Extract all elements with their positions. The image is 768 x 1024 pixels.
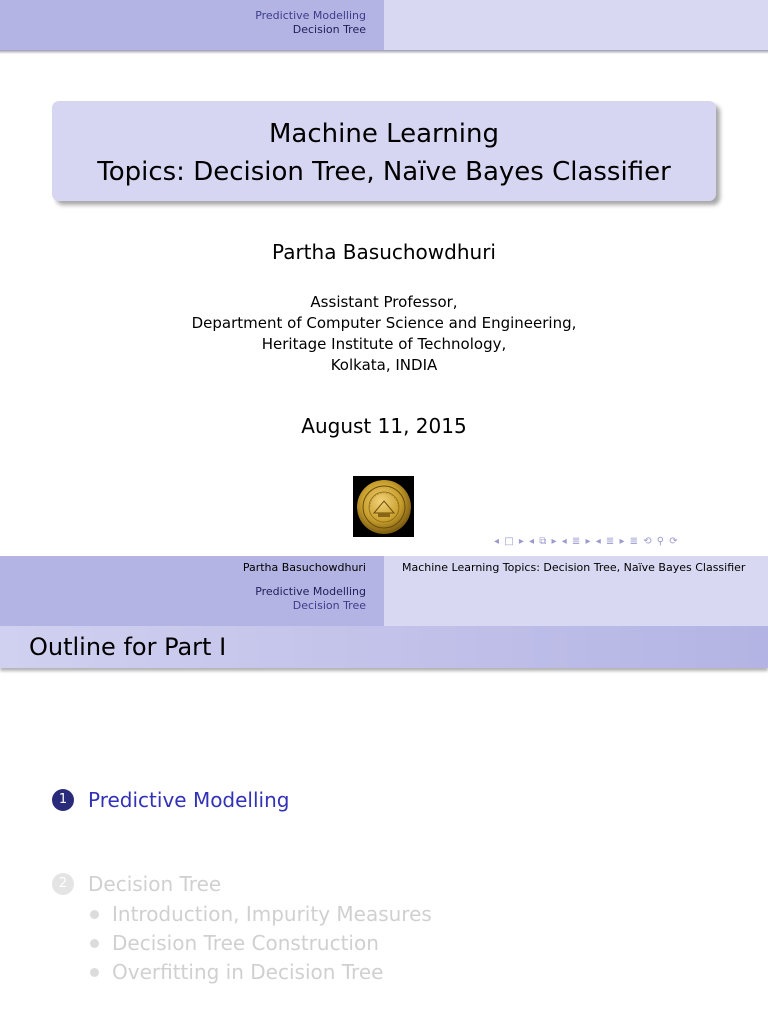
- institute-line: Department of Computer Science and Engineering,: [191, 314, 577, 332]
- headline-sections: [0, 580, 384, 626]
- bullet-icon: [90, 910, 99, 919]
- headline-section-link[interactable]: Predictive Modelling: [255, 9, 366, 22]
- subsection-label: Decision Tree Construction: [112, 931, 379, 955]
- headline-shadow: [0, 50, 768, 54]
- footline-bar: [0, 556, 768, 580]
- bullet-icon: [90, 968, 99, 977]
- author-name: Partha Basuchowdhuri: [272, 240, 496, 264]
- section-label: Predictive Modelling: [88, 788, 290, 812]
- subsection-item[interactable]: [90, 958, 432, 987]
- headline-subsection-link[interactable]: Decision Tree: [292, 599, 366, 612]
- institute-line: Assistant Professor,: [310, 293, 458, 311]
- outline-slide: [0, 556, 768, 1024]
- slide-headline-bar: [0, 580, 768, 626]
- title-block: [52, 101, 716, 201]
- title-line-2: Topics: Decision Tree, Naïve Bayes Classifier: [97, 157, 671, 187]
- subsection-item[interactable]: [90, 929, 432, 958]
- bullet-icon: [90, 939, 99, 948]
- section-number-badge: 1: [52, 789, 74, 811]
- outline-section-2[interactable]: [52, 872, 221, 896]
- headline-section-link[interactable]: Predictive Modelling: [255, 585, 366, 598]
- frame-title: Outline for Part I: [0, 626, 768, 668]
- subsection-label: Introduction, Impurity Measures: [112, 902, 432, 926]
- headline-right-panel: [384, 0, 768, 50]
- footline-title: Machine Learning Topics: Decision Tree, Naïve Bayes Classifier: [384, 556, 768, 580]
- institute-block: [0, 292, 768, 376]
- subsection-label: Overfitting in Decision Tree: [112, 960, 384, 984]
- title-line-1: Machine Learning: [269, 119, 499, 149]
- headline-sections: [0, 0, 384, 50]
- beamer-navigation-symbols[interactable]: ◂ □ ▸ ◂ ⧉ ▸ ◂ ≣ ▸ ◂ ≣ ▸ ≣ ⟲ ⚲ ⟳: [494, 536, 679, 547]
- institute-line: Kolkata, INDIA: [330, 356, 438, 374]
- institute-seal-icon: [353, 476, 414, 537]
- section-number-badge: 2: [52, 873, 74, 895]
- footline-author: Partha Basuchowdhuri: [0, 556, 384, 580]
- headline-right-panel: [384, 580, 768, 626]
- outline-section-1[interactable]: [52, 788, 289, 812]
- headline-subsection-link[interactable]: Decision Tree: [292, 23, 366, 36]
- seal-graphic: [356, 479, 412, 535]
- subsection-list: [90, 900, 432, 987]
- slide-headline-bar: [0, 0, 768, 50]
- subsection-item[interactable]: [90, 900, 432, 929]
- institute-line: Heritage Institute of Technology,: [261, 335, 507, 353]
- presentation-date: August 11, 2015: [301, 414, 467, 438]
- section-label: Decision Tree: [88, 872, 222, 896]
